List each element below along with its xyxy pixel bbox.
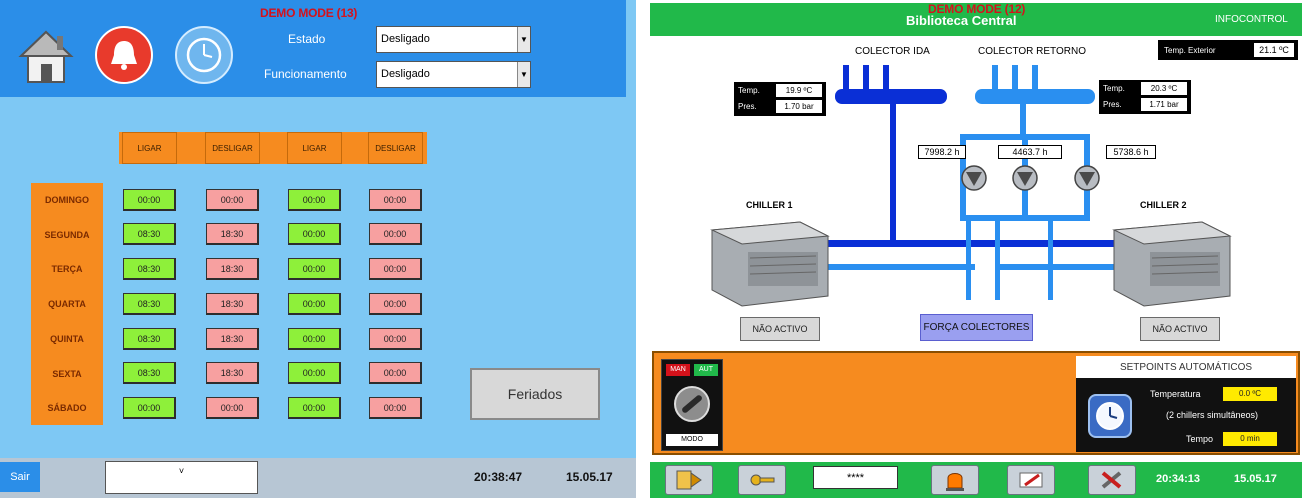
time-off-field[interactable]: 00:00 — [369, 189, 422, 211]
day-label: SEXTA — [52, 369, 82, 379]
bell-icon — [105, 36, 143, 74]
collector-retorno-label: COLECTOR RETORNO — [978, 46, 1086, 57]
pump-icon — [1013, 166, 1037, 190]
time-off-field[interactable]: 18:30 — [206, 293, 259, 315]
alarm-button[interactable] — [95, 26, 153, 84]
day-label: QUARTA — [48, 299, 86, 309]
pump-2-hours: 4463.7 h — [998, 145, 1062, 159]
tools-icon — [1098, 469, 1126, 491]
alarm-button[interactable] — [931, 465, 979, 495]
time-on-field[interactable]: 00:00 — [123, 397, 176, 419]
pump-icon — [1075, 166, 1099, 190]
supply-temp-value: 19.9 ºC — [776, 84, 822, 97]
edit-button[interactable] — [1007, 465, 1055, 495]
collector-ida-pipe — [835, 89, 947, 104]
funcionamento-select[interactable] — [376, 61, 531, 88]
pencil-icon — [1017, 469, 1045, 491]
time-off-field[interactable]: 00:00 — [369, 328, 422, 350]
sair-button[interactable]: Sair — [0, 462, 40, 492]
clock-time: 20:38:47 — [474, 470, 523, 484]
supply-sensor-box — [734, 82, 826, 116]
funcionamento-value: Desligado — [381, 68, 430, 80]
mode-man-label[interactable]: MAN — [666, 364, 690, 376]
temp-exterior-value: 21.1 ºC — [1254, 43, 1294, 57]
schedule-panel — [0, 0, 636, 498]
column-header: LIGAR — [287, 132, 342, 164]
time-on-field[interactable]: 00:00 — [123, 189, 176, 211]
column-header: DESLIGAR — [368, 132, 423, 164]
day-label: TERÇA — [51, 264, 83, 274]
demo-mode-banner: DEMO MODE (13) — [260, 6, 358, 20]
day-label: QUINTA — [50, 334, 84, 344]
estado-label: Estado — [288, 32, 326, 46]
chiller-1-status[interactable]: NÃO ACTIVO — [740, 317, 820, 341]
time-off-field[interactable]: 00:00 — [369, 258, 422, 280]
alarm-beacon-icon — [944, 468, 966, 492]
day-label: SEGUNDA — [44, 230, 90, 240]
chiller-panel — [650, 0, 1302, 498]
time-off-field[interactable]: 00:00 — [369, 397, 422, 419]
bottom-select[interactable]: ˅ — [105, 461, 258, 494]
chiller-1-unit — [712, 222, 828, 306]
clock-date: 15.05.17 — [1234, 473, 1277, 485]
time-on-field[interactable]: 00:00 — [288, 258, 341, 280]
back-arrow-icon — [675, 469, 703, 491]
piping-diagram — [650, 0, 1302, 350]
return-temp-value: 20.3 ºC — [1141, 82, 1187, 95]
supply-pres-label: Pres. — [738, 102, 757, 111]
pump-1-hours: 7998.2 h — [918, 145, 966, 159]
setpoints-title: SETPOINTS AUTOMÁTICOS — [1076, 356, 1296, 378]
temp-exterior-label: Temp. Exterior — [1164, 45, 1216, 55]
time-on-field[interactable]: 08:30 — [123, 293, 176, 315]
time-on-field[interactable]: 08:30 — [123, 328, 176, 350]
chiller-2-unit — [1114, 222, 1230, 306]
time-off-field[interactable]: 18:30 — [206, 258, 259, 280]
clock-icon — [184, 35, 224, 75]
supply-temp-label: Temp. — [738, 86, 760, 95]
time-off-field[interactable]: 00:00 — [369, 293, 422, 315]
estado-select[interactable] — [376, 26, 531, 53]
time-on-field[interactable]: 08:30 — [123, 223, 176, 245]
home-button[interactable] — [17, 28, 75, 86]
funcionamento-label: Funcionamento — [264, 67, 347, 81]
pump-icon — [962, 166, 986, 190]
clock-date: 15.05.17 — [566, 470, 613, 484]
supply-pres-value: 1.70 bar — [776, 100, 822, 113]
estado-value: Desligado — [381, 33, 430, 45]
time-on-field[interactable]: 00:00 — [288, 397, 341, 419]
mode-selector[interactable] — [661, 359, 723, 451]
collector-ida-label: COLECTOR IDA — [855, 46, 930, 57]
chiller-2-label: CHILLER 2 — [1140, 200, 1187, 210]
clock-time: 20:34:13 — [1156, 473, 1201, 485]
return-sensor-box — [1099, 80, 1191, 114]
chevron-down-icon[interactable]: ▼ — [517, 62, 530, 87]
time-on-field[interactable]: 08:30 — [123, 258, 176, 280]
force-collectors-button[interactable]: FORÇA COLECTORES — [920, 314, 1033, 341]
mode-aut-label[interactable]: AUT — [694, 364, 718, 376]
password-field[interactable]: **** — [813, 466, 898, 489]
selector-knob-icon[interactable] — [672, 384, 712, 424]
sp-temp-value[interactable]: 0.0 ºC — [1223, 387, 1277, 401]
chiller-2-status[interactable]: NÃO ACTIVO — [1140, 317, 1220, 341]
schedule-status-bar — [0, 458, 636, 498]
sp-temp-label: Temperatura — [1150, 389, 1201, 399]
return-pres-value: 1.71 bar — [1141, 98, 1187, 111]
time-off-field[interactable]: 00:00 — [369, 223, 422, 245]
collector-retorno-pipe — [975, 89, 1095, 104]
chevron-down-icon[interactable]: ▼ — [517, 27, 530, 52]
time-off-field[interactable]: 00:00 — [206, 397, 259, 419]
brand-label: INFOCONTROL — [1215, 14, 1288, 25]
time-on-field[interactable]: 08:30 — [123, 362, 176, 384]
time-off-field[interactable]: 00:00 — [206, 189, 259, 211]
return-pres-label: Pres. — [1103, 100, 1122, 109]
key-icon — [748, 469, 776, 491]
time-on-field[interactable]: 00:00 — [288, 293, 341, 315]
column-header: DESLIGAR — [205, 132, 260, 164]
time-on-field[interactable]: 00:00 — [288, 223, 341, 245]
page-title: Biblioteca Central — [906, 13, 1017, 28]
column-header: LIGAR — [122, 132, 177, 164]
time-off-field[interactable]: 18:30 — [206, 223, 259, 245]
day-label: SÁBADO — [47, 403, 87, 413]
home-icon — [17, 28, 75, 86]
back-button[interactable] — [665, 465, 713, 495]
feriados-button[interactable]: Feriados — [470, 368, 600, 420]
time-off-field[interactable]: 00:00 — [369, 362, 422, 384]
sp-time-label: Tempo — [1186, 434, 1214, 444]
setpoints-panel — [1076, 356, 1296, 452]
schedule-button[interactable] — [175, 26, 233, 84]
chiller-1-label: CHILLER 1 — [746, 200, 793, 210]
pump-3-hours: 5738.6 h — [1106, 145, 1156, 159]
demo-mode-banner: DEMO MODE (12) — [928, 2, 1026, 16]
sp-time-value[interactable]: 0 min — [1223, 432, 1277, 446]
keys-button[interactable] — [738, 465, 786, 495]
time-on-field[interactable]: 00:00 — [288, 328, 341, 350]
time-on-field[interactable]: 00:00 — [288, 189, 341, 211]
sp-note: (2 chillers simultâneos) — [1166, 410, 1259, 420]
clock-icon — [1094, 400, 1126, 432]
time-off-field[interactable]: 18:30 — [206, 328, 259, 350]
setpoint-clock-icon — [1088, 394, 1132, 438]
time-on-field[interactable]: 00:00 — [288, 362, 341, 384]
day-label: DOMINGO — [45, 195, 89, 205]
mode-label: MODO — [666, 434, 718, 446]
return-temp-label: Temp. — [1103, 84, 1125, 93]
tools-button[interactable] — [1088, 465, 1136, 495]
time-off-field[interactable]: 18:30 — [206, 362, 259, 384]
